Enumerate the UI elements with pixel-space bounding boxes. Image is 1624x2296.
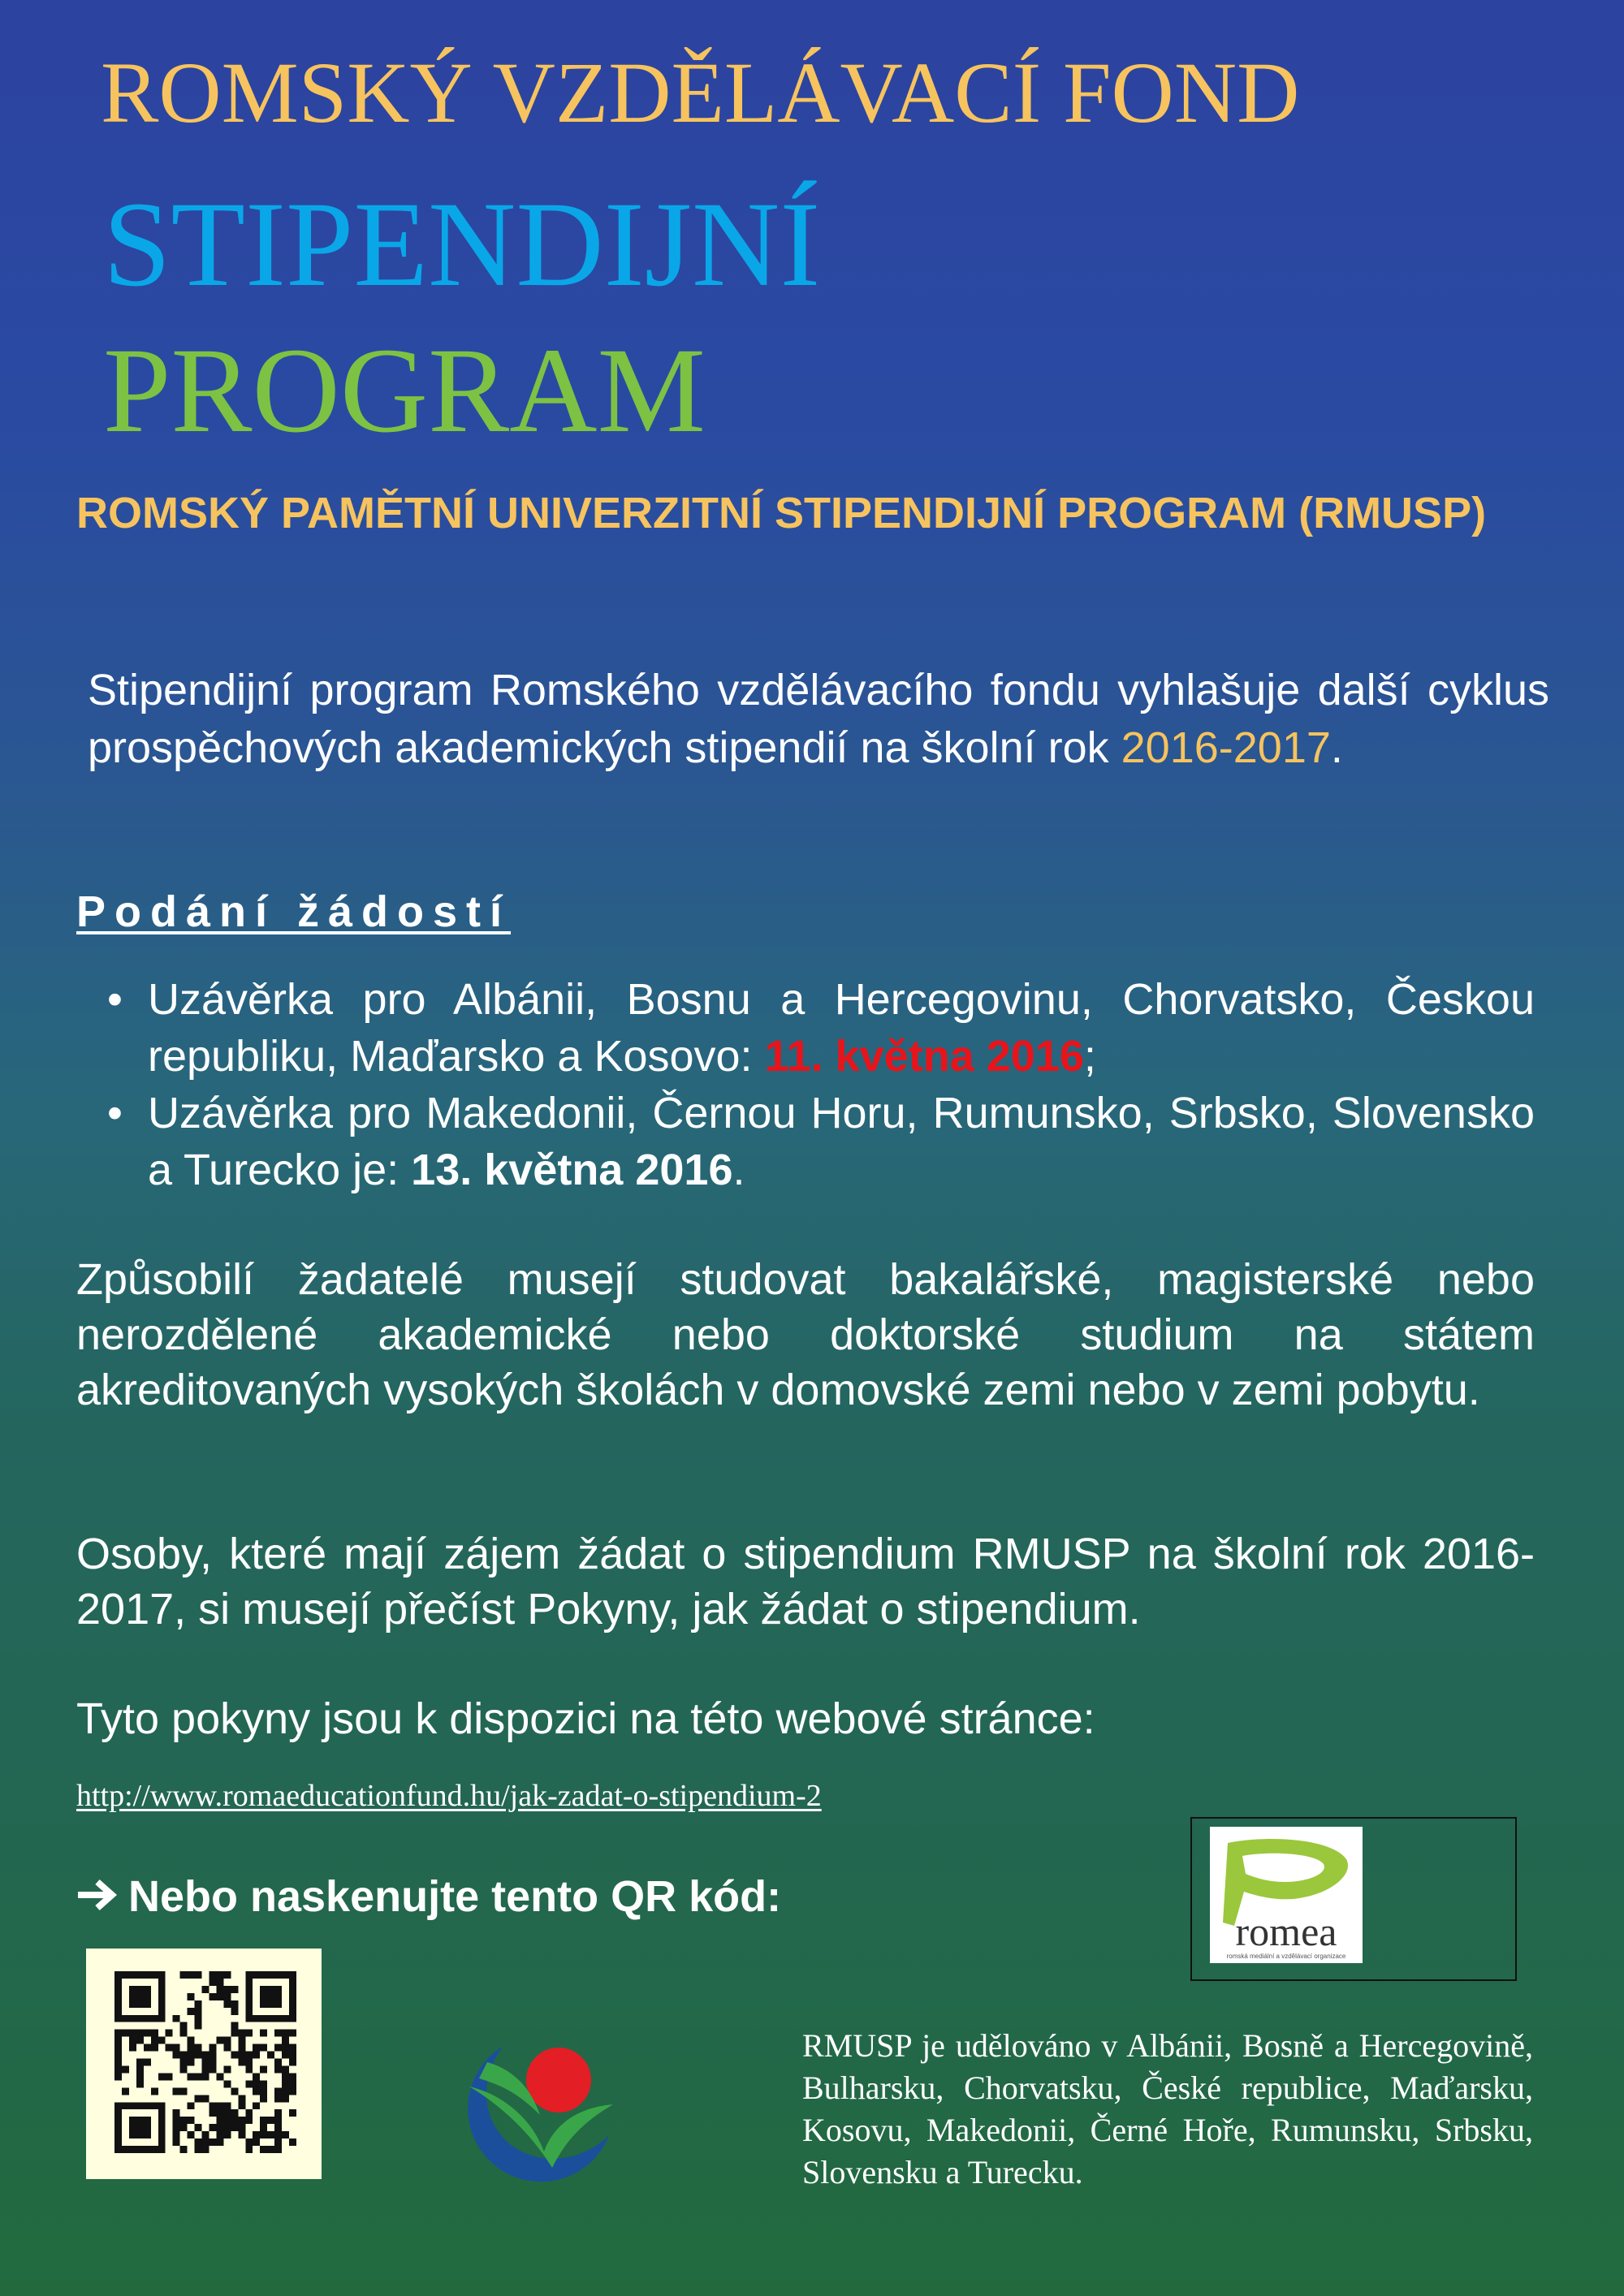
intro-year: 2016-2017 <box>1121 723 1331 772</box>
qr-code-icon <box>114 1971 296 2153</box>
applications-heading: Podání žádostí <box>76 887 512 936</box>
fund-title: ROMSKÝ VZDĚLÁVACÍ FOND <box>101 45 1300 141</box>
bullet-icon: • <box>107 1089 123 1137</box>
deadline-list <box>107 971 1535 1198</box>
footer-note: RMUSP je udělováno v Albánii, Bosně a Hercegovině, Bulharsku, Chorvatsku, České republice, Maďarsku, Kosovu, Makedonii, Černé Hoře, Rumunsku, Srbsku, Slovensku a Turecku. <box>802 2027 1533 2190</box>
deadline-end: ; <box>1083 1032 1096 1081</box>
guidelines-paragraph: Osoby, které mají zájem žádat o stipendium RMUSP na školní rok 2016-2017, si musejí přečíst Pokyny, jak žádat o stipendium. <box>76 1530 1535 1634</box>
list-item <box>107 971 1535 1085</box>
deadline-date: 11. května 2016 <box>764 1032 1084 1081</box>
list-item <box>107 1085 1535 1198</box>
right-arrow-icon <box>76 1871 128 1922</box>
eligibility-paragraph: Způsobilí žadatelé musejí studovat bakalářské, magisterské nebo nerozdělené akademické nebo doktorské studium na státem akreditovaných vysokých školách v domovské zemi nebo v zemi pobytu. <box>76 1255 1535 1414</box>
availability-paragraph: Tyto pokyny jsou k dispozici na této webové stránce: <box>76 1694 1095 1743</box>
rmusp-title: ROMSKÝ PAMĚTNÍ UNIVERZITNÍ STIPENDIJNÍ PROGRAM (RMUSP) <box>76 489 1487 537</box>
qr-code-box[interactable] <box>86 1949 322 2179</box>
deadline-end: . <box>732 1146 745 1194</box>
romea-logo-icon <box>1210 1827 1363 1963</box>
program-title-line2: PROGRAM <box>103 323 706 458</box>
ref-logo-icon <box>455 2030 617 2192</box>
guidelines-link[interactable]: http://www.romaeducationfund.hu/jak-zadat-o-stipendium-2 <box>76 1779 822 1813</box>
deadline-date: 13. května 2016 <box>411 1146 733 1194</box>
intro-text: Stipendijní program Romského vzdělávacího fondu vyhlašuje další cyklus prospěchových akademických stipendií na školní rok <box>88 666 1549 772</box>
deadline-text: Uzávěrka pro Albánii, Bosnu a Hercegovinu, Chorvatsko, Českou republiku, Maďarsko a Kosovo: <box>148 975 1535 1081</box>
qr-prompt-text: Nebo naskenujte tento QR kód: <box>128 1872 782 1921</box>
intro-end: . <box>1330 723 1343 772</box>
bullet-icon: • <box>107 975 123 1024</box>
intro-paragraph <box>88 662 1549 777</box>
qr-prompt <box>76 1871 781 1922</box>
romea-logo-frame <box>1190 1817 1517 1981</box>
program-title-line1: STIPENDIJNÍ <box>103 177 821 312</box>
deadline-text: Uzávěrka pro Makedonii, Černou Horu, Rumunsko, Srbsko, Slovensko a Turecko je: <box>148 1089 1535 1194</box>
romea-logo-name: romea <box>1235 1909 1337 1954</box>
romea-logo-tagline: romská mediální a vzdělávací organizace <box>1226 1953 1346 1960</box>
